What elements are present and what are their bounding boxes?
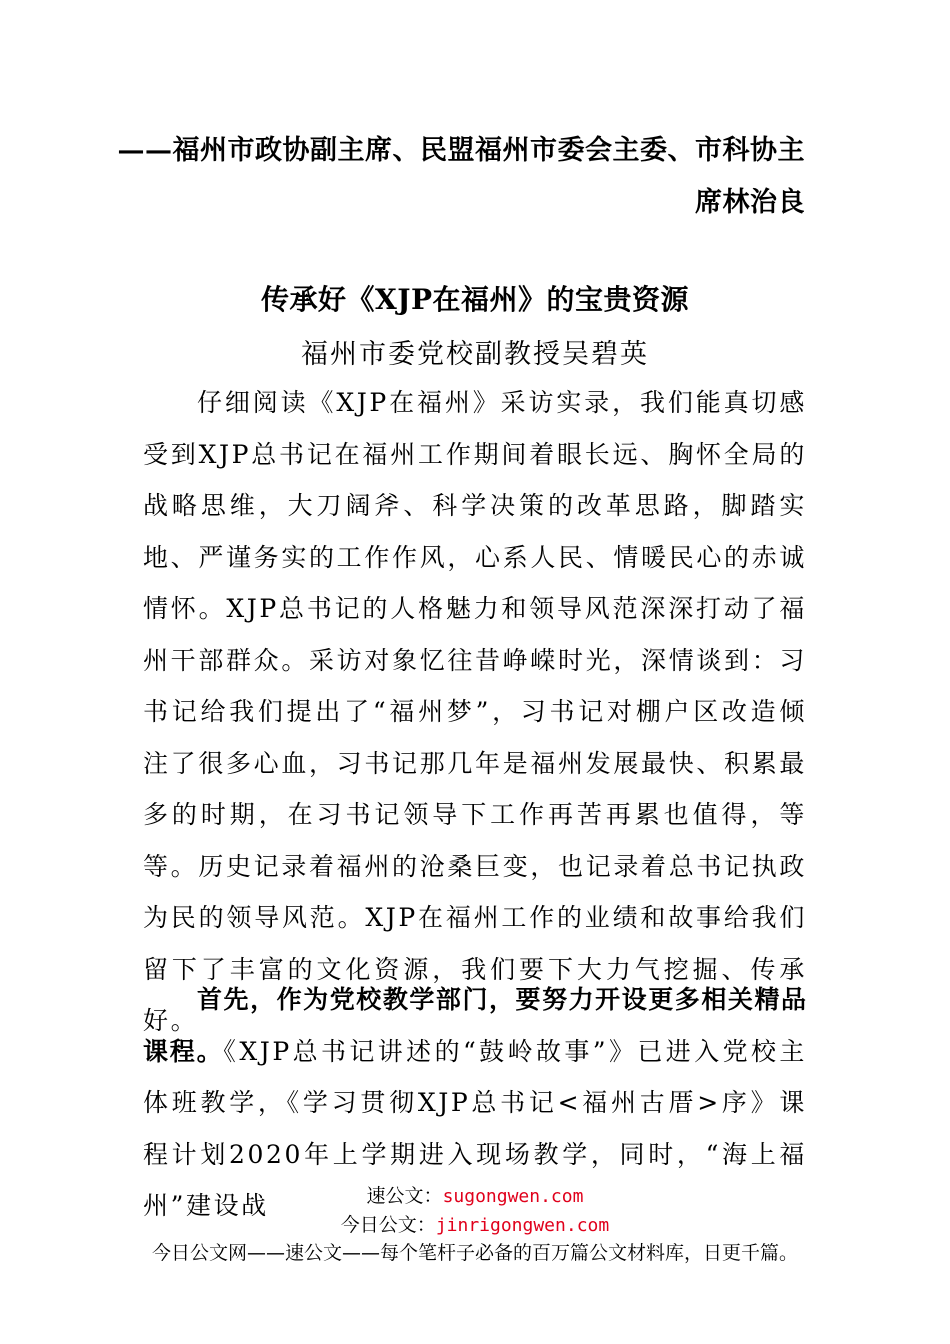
paragraph-2-body: 《XJP总书记讲述的“鼓岭故事”》已进入党校主体班教学，《学习贯彻XJP总书记<福州古厝>序》课程计划2020年上学期进入现场教学，同时，“海上福州”建设战 (143, 1036, 807, 1220)
footer-label-2: 今日公文： (340, 1214, 436, 1236)
footer-label-1: 速公文： (366, 1185, 443, 1207)
footer-link-jinrigongwen[interactable]: jinrigongwen.com (435, 1215, 610, 1236)
byline-line-1: ——福州市政协副主席、民盟福州市委会主委、市科协主 (117, 135, 805, 166)
article-paragraph-1: 仔细阅读《XJP在福州》采访实录，我们能真切感受到XJP总书记在福州工作期间着眼长远、胸怀全局的战略思维，大刀阔斧、科学决策的改革思路，脚踏实地、严谨务实的工作作风，心系人民、情暖民心的赤诚情怀。XJP总书记的人格魅力和领导风范深深打动了福州干部群众。采访对象忆往昔峥嵘时光，深情谈到：习书记给我们提出了“福州梦”，习书记对棚户区改造倾注了很多心血，习书记那几年是福州发展最快、积累最多的时期，在习书记领导下工作再苦再累也值得，等等。历史记录着福州的沧桑巨变，也记录着总书记执政为民的领导风范。XJP在福州工作的业绩和故事给我们留下了丰富的文化资源，我们要下大力气挖掘、传承好。 (143, 388, 807, 1035)
article-title: 传承好《XJP在福州》的宝贵资源 (260, 283, 690, 316)
byline-line-2: 席林治良 (695, 187, 805, 218)
paragraph-2-lead: 首先，作为党校教学部门，要努力开设更多相关精品课程。 (143, 985, 807, 1066)
footer-link-sugongwen[interactable]: sugongwen.com (442, 1186, 584, 1207)
article-author: 福州市委党校副教授吴碧英 (301, 339, 649, 370)
footer-tagline: 今日公文网——速公文——每个笔杆子必备的百万篇公文材料库，日更千篇。 (151, 1242, 798, 1264)
footer-line-2 (0, 1212, 950, 1239)
footer-line-1 (0, 1183, 950, 1210)
